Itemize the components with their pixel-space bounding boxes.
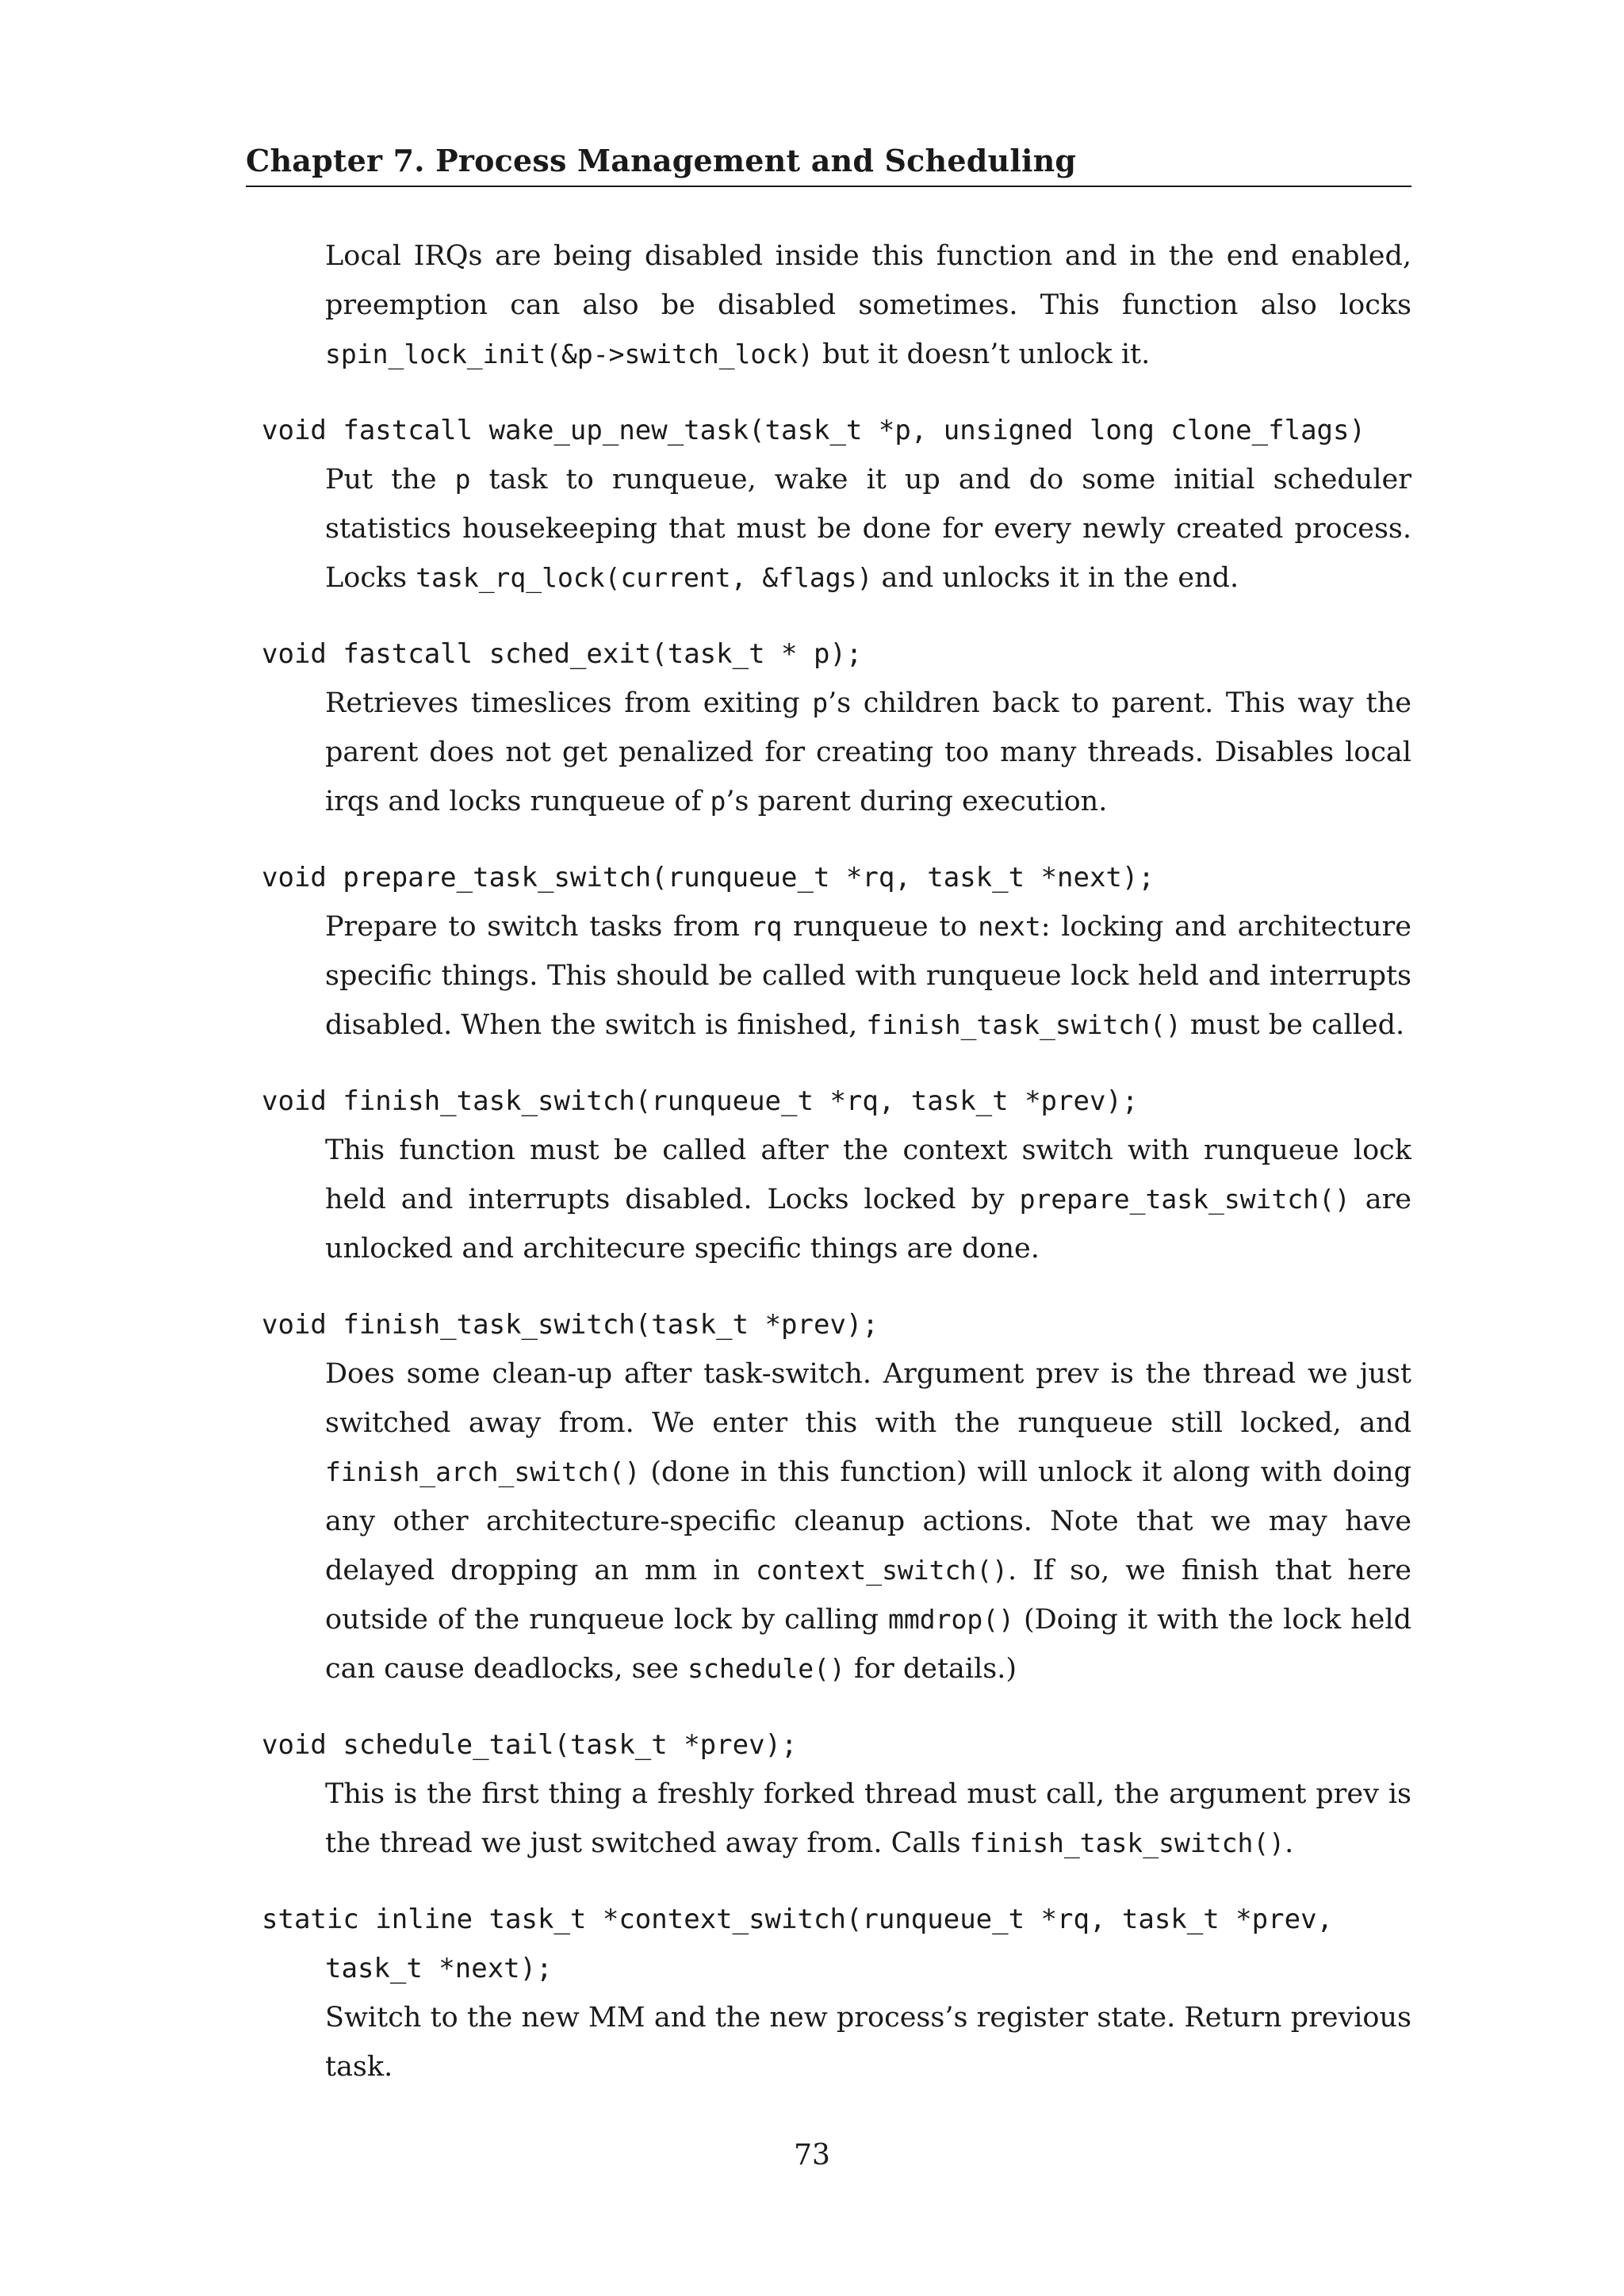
inline-code: finish_task_switch()	[866, 1009, 1182, 1040]
inline-code: p	[710, 786, 726, 817]
inline-code: finish_arch_switch()	[325, 1456, 641, 1487]
function-entry	[262, 853, 1411, 1050]
function-entry	[262, 1720, 1411, 1868]
function-entry	[262, 406, 1411, 603]
page-number: 73	[794, 2139, 830, 2172]
function-signature: void finish_task_switch(runqueue_t *rq, task_t *prev);	[262, 1085, 1139, 1117]
function-signature: void prepare_task_switch(runqueue_t *rq, task_t *next);	[262, 862, 1155, 894]
function-description: Switch to the new MM and the new process’s register state. Return previous task.	[325, 2002, 1411, 2083]
inline-code: context_switch()	[756, 1555, 1009, 1586]
function-description: This function must be called after the context switch with runqueue lock held and interrupts disabled. Locks locked by prepare_task_switch() are unlocked and architecure specific things are done.	[325, 1135, 1412, 1265]
inline-code: p	[454, 464, 471, 495]
page-content	[262, 232, 1411, 2118]
function-description: This is the first thing a freshly forked thread must call, the argument prev is the thread we just switched away from. Calls finish_task_switch().	[325, 1778, 1411, 1859]
inline-code: p	[812, 687, 829, 718]
inline-code: mmdrop()	[888, 1604, 1014, 1635]
function-description: Retrieves timeslices from exiting p’s children back to parent. This way the parent does not get penalized for creating too many threads. Disables local irqs and locks runqueue of p’s parent during execution.	[325, 687, 1411, 817]
function-entry	[262, 629, 1411, 826]
function-signature: void fastcall sched_exit(task_t * p);	[262, 638, 863, 670]
inline-code: prepare_task_switch()	[1019, 1184, 1350, 1215]
inline-code: spin_lock_init(&p->switch_lock)	[325, 339, 814, 369]
chapter-header: Chapter 7. Process Management and Scheduling	[246, 143, 1077, 178]
function-description: Put the p task to runqueue, wake it up and do some initial scheduler statistics housekeeping that must be done for every newly created process. Locks task_rq_lock(current, &flags) and unlocks it in the end.	[325, 464, 1411, 594]
inline-code: task_rq_lock(current, &flags)	[416, 562, 873, 593]
function-entry	[262, 1895, 1411, 2091]
header-rule	[246, 186, 1411, 187]
inline-code: rq	[750, 911, 783, 942]
function-signature-continuation: task_t *next);	[325, 1953, 553, 1984]
function-signature: void schedule_tail(task_t *prev);	[262, 1729, 798, 1761]
function-signature: void finish_task_switch(task_t *prev);	[262, 1309, 879, 1341]
intro-paragraph: Local IRQs are being disabled inside this function and in the end enabled, preemption can also be disabled sometimes. This function also locks spin_lock_init(&p->switch_lock) but it doesn’t unlock it.	[325, 240, 1411, 370]
function-entry	[262, 1077, 1411, 1273]
function-entry	[262, 1300, 1411, 1693]
inline-code: next	[978, 911, 1041, 942]
inline-code: schedule()	[688, 1653, 845, 1684]
function-signature: static inline task_t *context_switch(runqueue_t *rq, task_t *prev,	[262, 1904, 1334, 1935]
function-description: Prepare to switch tasks from rq runqueue to next: locking and architecture specific things. This should be called with runqueue lock held and interrupts disabled. When the switch is finished, finish_task_switch() must be called.	[325, 911, 1411, 1041]
function-signature: void fastcall wake_up_new_task(task_t *p, unsigned long clone_flags)	[262, 415, 1365, 446]
inline-code: finish_task_switch()	[969, 1827, 1285, 1858]
function-description: Does some clean-up after task-switch. Argument prev is the thread we just switched away from. We enter this with the runqueue still locked, and finish_arch_switch() (done in this function) will unlock it along with doing any other architecture-specific cleanup actions. Note that we may have delayed dropping an mm in context_switch(). If so, we finish that here outside of the runqueue lock by calling mmdrop() (Doing it with the lock held can cause deadlocks, see schedule() for details.)	[325, 1358, 1412, 1685]
